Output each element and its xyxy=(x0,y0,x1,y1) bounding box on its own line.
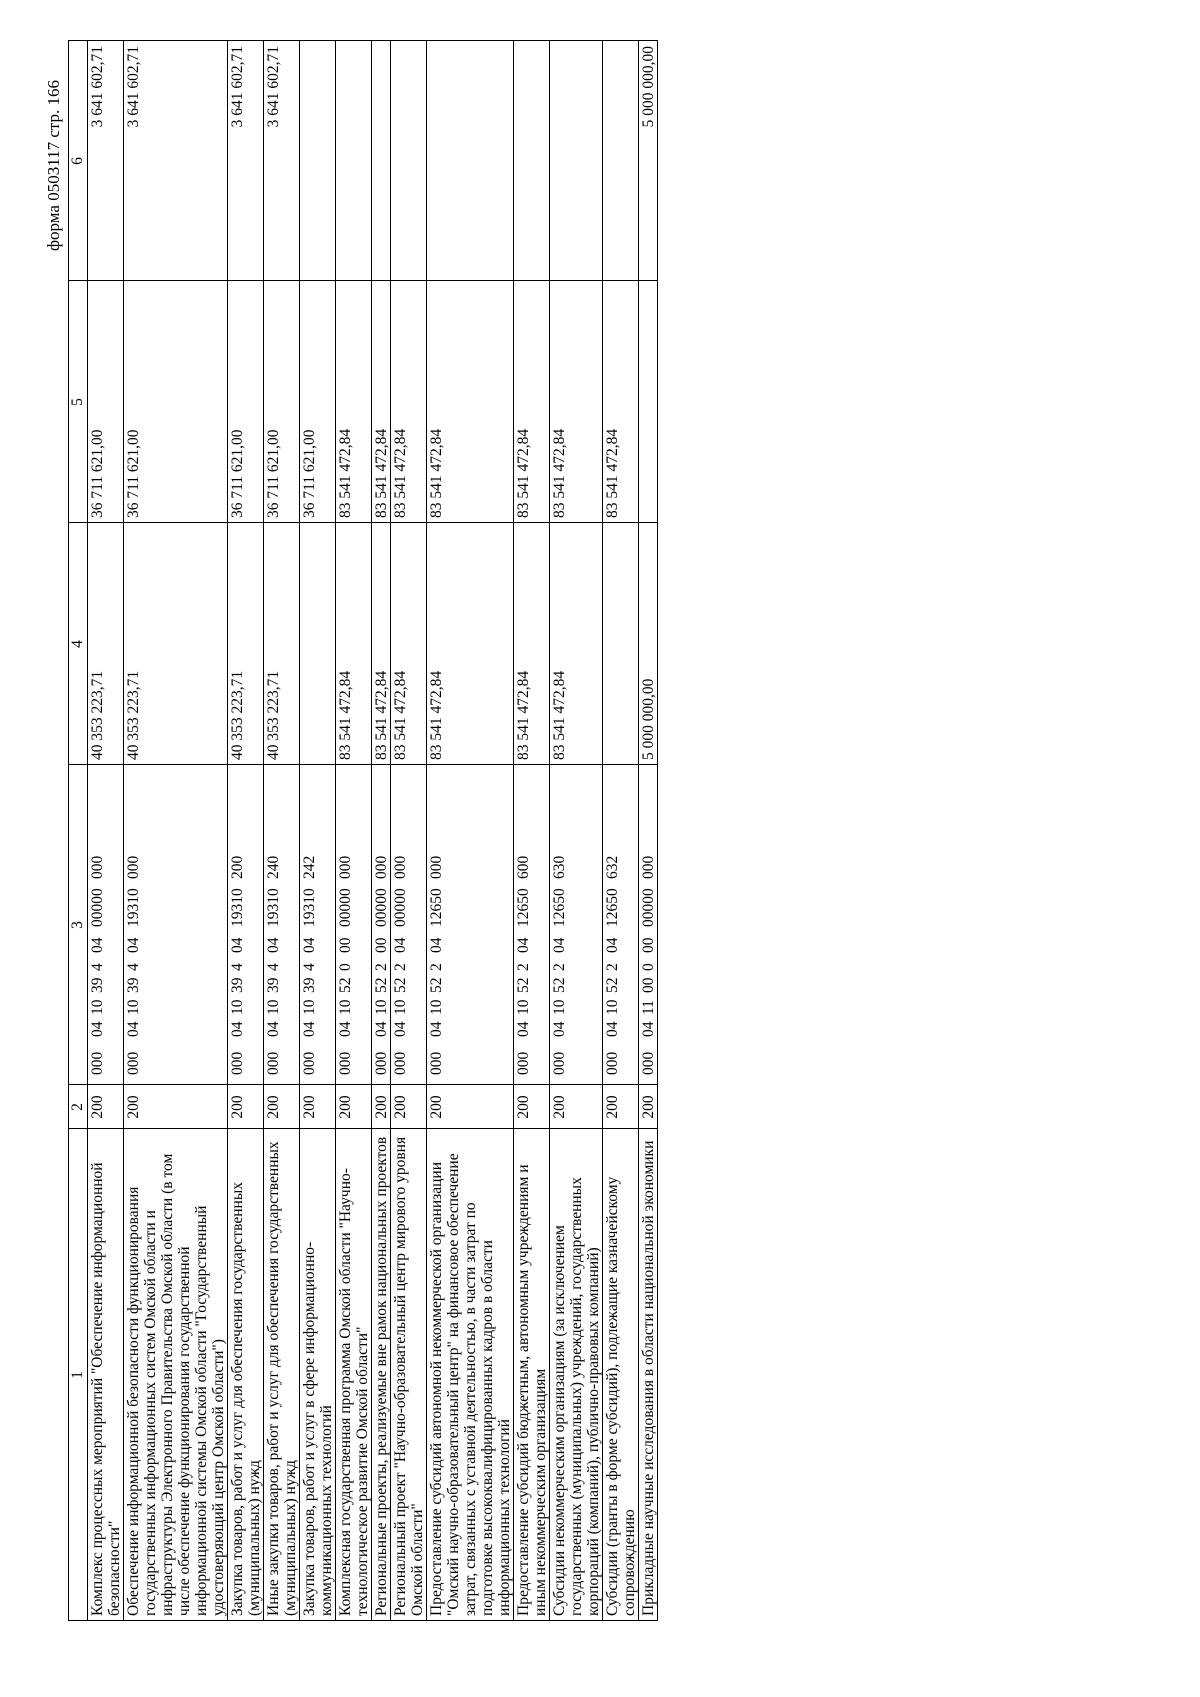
row-col4-amount-cell: 5 000 000,00 xyxy=(639,523,658,765)
row-name-cell: Прикладные научные исследования в области национальной экономики xyxy=(639,1129,658,1621)
budget-code-segment: 2 xyxy=(373,963,390,971)
budget-code-segment: 10 xyxy=(229,999,246,1015)
row-line-code-cell: 200 xyxy=(550,1085,603,1129)
row-budget-code-cell xyxy=(124,765,228,1085)
row-name-cell: Субсидии некоммерческим организациям (за исключением государственных (муниципальных) учреждений, государственных корпораций (компаний), публично-правовых компаний) xyxy=(550,1129,603,1621)
budget-code-segment: 00 xyxy=(640,977,657,993)
row-name-cell: Закупка товаров, работ и услуг в сфере информационно-коммуникационных технологий xyxy=(300,1129,336,1621)
row-col5-amount-cell: 83 541 472,84 xyxy=(550,281,603,523)
budget-code-segment: 04 xyxy=(392,1021,409,1037)
budget-code-segment: 000 xyxy=(373,1051,390,1075)
budget-code-segment: 19310 xyxy=(265,888,282,927)
row-name-cell: Комплексная государственная программа Омской области "Научно-технологическое развитие Омской области" xyxy=(336,1129,372,1621)
row-col5-amount-cell: 36 711 621,00 xyxy=(300,281,336,523)
budget-code-segment: 4 xyxy=(265,963,282,971)
budget-code-segment: 04 xyxy=(89,937,106,953)
row-col6-amount-cell xyxy=(336,41,372,281)
budget-code-segment: 00 xyxy=(640,937,657,953)
row-col4-amount-cell: 40 353 223,71 xyxy=(88,523,124,765)
budget-code-segment: 242 xyxy=(301,855,318,879)
row-budget-code-cell xyxy=(300,765,336,1085)
budget-code-segment: 0 xyxy=(640,963,657,971)
table-row xyxy=(514,41,550,1621)
row-name-cell: Региональный проект "Научно-образовательный центр мирового уровня Омской области" xyxy=(391,1129,427,1621)
row-col5-amount-cell: 36 711 621,00 xyxy=(264,281,300,523)
table-row xyxy=(639,41,658,1621)
budget-code-segment: 000 xyxy=(337,1051,354,1075)
row-col6-amount-cell: 3 641 602,71 xyxy=(88,41,124,281)
budget-code-segment: 000 xyxy=(428,855,445,879)
row-col6-amount-cell: 3 641 602,71 xyxy=(228,41,264,281)
budget-code-segment: 00 xyxy=(373,937,390,953)
row-col4-amount-cell: 83 541 472,84 xyxy=(336,523,372,765)
budget-code-segment: 000 xyxy=(229,1051,246,1075)
budget-code-segment: 52 xyxy=(337,977,354,993)
row-line-code-cell: 200 xyxy=(88,1085,124,1129)
row-line-code-cell: 200 xyxy=(124,1085,228,1129)
budget-code-segment: 10 xyxy=(337,999,354,1015)
budget-code-segment: 10 xyxy=(301,999,318,1015)
table-row xyxy=(228,41,264,1621)
budget-code-segment: 000 xyxy=(337,855,354,879)
row-line-code-cell: 200 xyxy=(300,1085,336,1129)
budget-code-segment: 10 xyxy=(551,999,568,1015)
budget-code-segment: 04 xyxy=(229,1021,246,1037)
row-col5-amount-cell: 36 711 621,00 xyxy=(228,281,264,523)
budget-code-segment: 04 xyxy=(515,937,532,953)
row-col5-amount-cell xyxy=(639,281,658,523)
table-row xyxy=(391,41,427,1621)
table-row xyxy=(550,41,603,1621)
budget-code-segment: 240 xyxy=(265,855,282,879)
budget-code-segment: 04 xyxy=(265,1021,282,1037)
budget-code-segment: 2 xyxy=(604,963,621,971)
budget-code-segment: 10 xyxy=(89,999,106,1015)
budget-code-segment: 04 xyxy=(551,1021,568,1037)
budget-code-segment: 000 xyxy=(640,855,657,879)
budget-code-segment: 2 xyxy=(428,963,445,971)
row-line-code-cell: 200 xyxy=(228,1085,264,1129)
budget-code-segment: 000 xyxy=(265,1051,282,1075)
table-row xyxy=(336,41,372,1621)
row-col4-amount-cell: 83 541 472,84 xyxy=(391,523,427,765)
budget-code-segment: 39 xyxy=(125,977,142,993)
budget-code-segment: 52 xyxy=(392,977,409,993)
budget-code-segment: 000 xyxy=(604,1051,621,1075)
budget-code-segment: 000 xyxy=(125,1051,142,1075)
row-col6-amount-cell xyxy=(514,41,550,281)
budget-code-segment: 000 xyxy=(428,1051,445,1075)
table-row xyxy=(88,41,124,1621)
row-budget-code-cell xyxy=(228,765,264,1085)
row-col6-amount-cell: 5 000 000,00 xyxy=(639,41,658,281)
budget-code-segment: 39 xyxy=(89,977,106,993)
row-budget-code-cell xyxy=(603,765,639,1085)
row-line-code-cell: 200 xyxy=(427,1085,514,1129)
budget-code-segment: 04 xyxy=(428,1021,445,1037)
budget-code-segment: 04 xyxy=(604,937,621,953)
row-col4-amount-cell: 83 541 472,84 xyxy=(550,523,603,765)
row-col5-amount-cell: 83 541 472,84 xyxy=(372,281,391,523)
budget-code-segment: 39 xyxy=(229,977,246,993)
row-col4-amount-cell: 83 541 472,84 xyxy=(372,523,391,765)
row-col5-amount-cell: 83 541 472,84 xyxy=(603,281,639,523)
budget-code-segment: 000 xyxy=(125,855,142,879)
budget-code-segment: 04 xyxy=(337,1021,354,1037)
budget-code-segment: 00000 xyxy=(337,888,354,927)
header-col-1: 1 xyxy=(69,1129,88,1621)
header-col-5: 5 xyxy=(69,281,88,523)
row-col4-amount-cell: 40 353 223,71 xyxy=(228,523,264,765)
table-row xyxy=(427,41,514,1621)
row-col5-amount-cell: 36 711 621,00 xyxy=(124,281,228,523)
budget-code-segment: 04 xyxy=(551,937,568,953)
budget-code-segment: 39 xyxy=(301,977,318,993)
budget-code-segment: 12650 xyxy=(428,888,445,927)
row-col5-amount-cell: 83 541 472,84 xyxy=(427,281,514,523)
budget-code-segment: 52 xyxy=(551,977,568,993)
budget-code-segment: 10 xyxy=(125,999,142,1015)
row-col5-amount-cell: 83 541 472,84 xyxy=(336,281,372,523)
row-budget-code-cell xyxy=(372,765,391,1085)
budget-code-segment: 04 xyxy=(301,937,318,953)
row-name-cell: Комплекс процессных мероприятий "Обеспечение информационной безопасности" xyxy=(88,1129,124,1621)
budget-code-segment: 000 xyxy=(392,855,409,879)
table-row xyxy=(124,41,228,1621)
budget-code-segment: 10 xyxy=(392,999,409,1015)
row-col6-amount-cell xyxy=(427,41,514,281)
budget-code-segment: 00000 xyxy=(89,888,106,927)
budget-code-segment: 19310 xyxy=(229,888,246,927)
budget-code-segment: 04 xyxy=(515,1021,532,1037)
budget-code-segment: 04 xyxy=(229,937,246,953)
row-line-code-cell: 200 xyxy=(264,1085,300,1129)
budget-code-segment: 52 xyxy=(373,977,390,993)
row-budget-code-cell xyxy=(427,765,514,1085)
budget-code-segment: 2 xyxy=(392,963,409,971)
table-row xyxy=(300,41,336,1621)
budget-code-segment: 04 xyxy=(392,937,409,953)
row-col4-amount-cell xyxy=(603,523,639,765)
row-col4-amount-cell: 40 353 223,71 xyxy=(264,523,300,765)
budget-code-segment: 00000 xyxy=(392,888,409,927)
budget-code-segment: 632 xyxy=(604,855,621,879)
row-budget-code-cell xyxy=(514,765,550,1085)
budget-code-segment: 39 xyxy=(265,977,282,993)
budget-code-segment: 000 xyxy=(301,1051,318,1075)
header-row xyxy=(69,41,88,1621)
row-name-cell: Предоставление субсидий бюджетным, автономным учреждениям и иным некоммерческим организациям xyxy=(514,1129,550,1621)
budget-code-segment: 52 xyxy=(604,977,621,993)
budget-code-segment: 000 xyxy=(640,1051,657,1075)
budget-code-segment: 000 xyxy=(515,1051,532,1075)
budget-code-segment: 12650 xyxy=(551,888,568,927)
budget-code-segment: 4 xyxy=(229,963,246,971)
budget-code-segment: 00 xyxy=(337,937,354,953)
table-body xyxy=(88,41,658,1621)
row-budget-code-cell xyxy=(336,765,372,1085)
budget-code-segment: 4 xyxy=(89,963,106,971)
budget-code-segment: 630 xyxy=(551,855,568,879)
budget-code-segment: 10 xyxy=(265,999,282,1015)
budget-code-segment: 4 xyxy=(301,963,318,971)
budget-code-segment: 11 xyxy=(640,1000,657,1015)
row-col6-amount-cell xyxy=(372,41,391,281)
budget-code-segment: 04 xyxy=(373,1021,390,1037)
row-budget-code-cell xyxy=(391,765,427,1085)
budget-code-segment: 04 xyxy=(301,1021,318,1037)
row-name-cell: Обеспечение информационной безопасности функционирования государственных информационных систем Омской области и инфраструктуры Электронного Правительства Омской области (в том числе обеспечение функционирования государственной информационной системы Омской области "Государственный удостоверяющий центр Омской области") xyxy=(124,1129,228,1621)
budget-code-segment: 4 xyxy=(125,963,142,971)
budget-code-segment: 000 xyxy=(373,855,390,879)
row-col4-amount-cell: 40 353 223,71 xyxy=(124,523,228,765)
row-line-code-cell: 200 xyxy=(514,1085,550,1129)
budget-code-segment: 2 xyxy=(551,963,568,971)
row-budget-code-cell xyxy=(550,765,603,1085)
row-col5-amount-cell: 83 541 472,84 xyxy=(391,281,427,523)
row-name-cell: Предоставление субсидий автономной некоммерческой организации "Омский научно-образовательный центр" на финансовое обеспечение затрат, связанных с уставной деятельностью, в части затрат по подготовке высококвалифицированных кадров в области информационных технологий xyxy=(427,1129,514,1621)
header-col-4: 4 xyxy=(69,523,88,765)
budget-code-segment: 52 xyxy=(428,977,445,993)
row-col5-amount-cell: 36 711 621,00 xyxy=(88,281,124,523)
budget-code-segment: 04 xyxy=(265,937,282,953)
row-line-code-cell: 200 xyxy=(372,1085,391,1129)
budget-code-segment: 04 xyxy=(125,1021,142,1037)
budget-code-segment: 04 xyxy=(125,937,142,953)
row-name-cell: Иные закупки товаров, работ и услуг для обеспечения государственных (муниципальных) нужд xyxy=(264,1129,300,1621)
row-name-cell: Субсидии (гранты в форме субсидий), подлежащие казначейскому сопровождению xyxy=(603,1129,639,1621)
row-line-code-cell: 200 xyxy=(603,1085,639,1129)
row-budget-code-cell xyxy=(639,765,658,1085)
row-col6-amount-cell xyxy=(300,41,336,281)
budget-code-segment: 10 xyxy=(373,999,390,1015)
budget-code-segment: 19310 xyxy=(125,888,142,927)
budget-code-segment: 12650 xyxy=(515,888,532,927)
header-col-3: 3 xyxy=(69,765,88,1085)
row-col6-amount-cell xyxy=(391,41,427,281)
budget-code-segment: 600 xyxy=(515,855,532,879)
budget-code-segment: 52 xyxy=(515,977,532,993)
budget-code-segment: 04 xyxy=(604,1021,621,1037)
row-col6-amount-cell xyxy=(550,41,603,281)
budget-code-segment: 12650 xyxy=(604,888,621,927)
row-line-code-cell: 200 xyxy=(336,1085,372,1129)
table-row xyxy=(372,41,391,1621)
header-col-6: 6 xyxy=(69,41,88,281)
table-row xyxy=(603,41,639,1621)
row-name-cell: Региональные проекты, реализуемые вне рамок национальных проектов xyxy=(372,1129,391,1621)
budget-code-segment: 0 xyxy=(337,963,354,971)
form-label: форма 0503117 стр. 166 xyxy=(44,80,63,251)
row-line-code-cell: 200 xyxy=(639,1085,658,1129)
budget-code-segment: 04 xyxy=(640,1021,657,1037)
row-col4-amount-cell: 83 541 472,84 xyxy=(427,523,514,765)
table-row xyxy=(264,41,300,1621)
budget-code-segment: 10 xyxy=(428,999,445,1015)
budget-code-segment: 000 xyxy=(392,1051,409,1075)
row-col6-amount-cell: 3 641 602,71 xyxy=(264,41,300,281)
budget-code-segment: 000 xyxy=(89,855,106,879)
budget-code-segment: 10 xyxy=(604,999,621,1015)
row-col6-amount-cell: 3 641 602,71 xyxy=(124,41,228,281)
row-line-code-cell: 200 xyxy=(391,1085,427,1129)
budget-code-segment: 000 xyxy=(89,1051,106,1075)
budget-code-segment: 04 xyxy=(428,937,445,953)
row-col5-amount-cell: 83 541 472,84 xyxy=(514,281,550,523)
row-name-cell: Закупка товаров, работ и услуг для обеспечения государственных (муниципальных) нужд xyxy=(228,1129,264,1621)
row-budget-code-cell xyxy=(264,765,300,1085)
row-col4-amount-cell: 83 541 472,84 xyxy=(514,523,550,765)
row-col4-amount-cell xyxy=(300,523,336,765)
budget-code-segment: 2 xyxy=(515,963,532,971)
header-col-2: 2 xyxy=(69,1085,88,1129)
row-budget-code-cell xyxy=(88,765,124,1085)
budget-code-segment: 200 xyxy=(229,855,246,879)
budget-code-segment: 19310 xyxy=(301,888,318,927)
budget-code-segment: 10 xyxy=(515,999,532,1015)
budget-code-segment: 000 xyxy=(551,1051,568,1075)
row-col6-amount-cell xyxy=(603,41,639,281)
budget-code-segment: 04 xyxy=(89,1021,106,1037)
budget-table xyxy=(68,40,658,1621)
budget-code-segment: 00000 xyxy=(640,888,657,927)
budget-code-segment: 00000 xyxy=(373,888,390,927)
